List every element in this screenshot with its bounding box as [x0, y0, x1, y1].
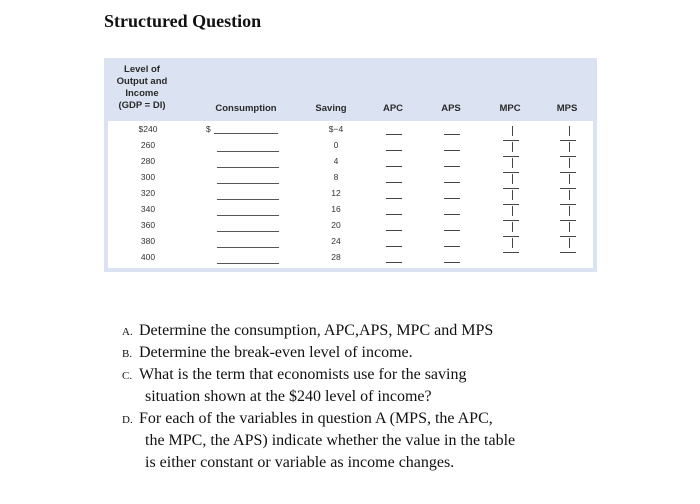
- income-cell: 320: [140, 188, 156, 198]
- aps-blank: [444, 262, 460, 263]
- income-cell: 400: [140, 252, 156, 262]
- mpc-tick: [512, 238, 513, 248]
- mps-blank: [560, 172, 576, 173]
- mpc-tick: [512, 158, 513, 168]
- mps-blank: [560, 188, 576, 189]
- mps-blank: [560, 140, 576, 141]
- consumption-blank: [217, 215, 279, 216]
- apc-blank: [386, 262, 402, 263]
- question-text: the MPC, the APS) indicate whether the value in the table: [145, 432, 516, 449]
- mps-tick: [569, 142, 570, 152]
- apc-blank: [386, 246, 402, 247]
- consumption-blank: [217, 151, 279, 152]
- saving-cell: $−4: [328, 124, 344, 134]
- saving-cell: 12: [331, 188, 341, 198]
- header-line: (GDP = DI): [118, 100, 166, 111]
- question-letter: B.: [122, 348, 133, 360]
- income-cell: 360: [140, 220, 156, 230]
- mpc-blank: [503, 140, 519, 141]
- apc-blank: [386, 134, 402, 135]
- header-level-of-output: [110, 64, 174, 112]
- aps-blank: [444, 230, 460, 231]
- income-cell: 380: [140, 236, 156, 246]
- saving-cell: 28: [331, 252, 341, 262]
- consumption-blank: [217, 231, 279, 232]
- question-a: [122, 320, 602, 342]
- apc-blank: [386, 166, 402, 167]
- apc-blank: [386, 198, 402, 199]
- mps-tick: [569, 190, 570, 200]
- header-line: Income: [125, 88, 159, 99]
- consumption-blank: [217, 167, 279, 168]
- aps-blank: [444, 166, 460, 167]
- mpc-tick: [512, 206, 513, 216]
- mps-blank: [560, 156, 576, 157]
- header-line: Level of: [124, 64, 160, 75]
- header-mps: MPS: [556, 103, 578, 114]
- mpc-blank: [503, 236, 519, 237]
- question-text: For each of the variables in question A (MPS, the APC,: [139, 410, 493, 427]
- saving-cell: 0: [333, 140, 339, 150]
- aps-blank: [444, 134, 460, 135]
- question-text: What is the term that economists use for the saving: [139, 366, 467, 383]
- apc-blank: [386, 230, 402, 231]
- question-b: [122, 342, 602, 364]
- consumption-blank: [217, 183, 279, 184]
- consumption-prefix: $: [206, 124, 211, 134]
- mps-blank: [560, 236, 576, 237]
- consumption-blank: [217, 199, 279, 200]
- mpc-blank: [503, 220, 519, 221]
- header-aps: APS: [441, 103, 461, 114]
- income-cell: $240: [138, 124, 158, 134]
- question-list: [122, 320, 602, 474]
- mpc-blank: [503, 156, 519, 157]
- saving-cell: 20: [331, 220, 341, 230]
- mpc-blank: [503, 172, 519, 173]
- mps-blank: [560, 204, 576, 205]
- mpc-tick: [512, 126, 513, 136]
- mpc-blank: [503, 188, 519, 189]
- income-cell: 340: [140, 204, 156, 214]
- mps-blank: [560, 252, 576, 253]
- mpc-tick: [512, 142, 513, 152]
- question-d: [122, 408, 602, 474]
- question-letter: A.: [122, 326, 133, 338]
- mpc-blank: [503, 252, 519, 253]
- saving-cell: 8: [333, 172, 339, 182]
- income-cell: 280: [140, 156, 156, 166]
- consumption-blank: [217, 247, 279, 248]
- mps-tick: [569, 238, 570, 248]
- aps-blank: [444, 150, 460, 151]
- mpc-tick: [512, 174, 513, 184]
- mps-tick: [569, 126, 570, 136]
- mpc-tick: [512, 222, 513, 232]
- mps-blank: [560, 220, 576, 221]
- header-consumption: Consumption: [215, 103, 277, 114]
- apc-blank: [386, 150, 402, 151]
- mpc-tick: [512, 190, 513, 200]
- question-c: [122, 364, 602, 408]
- header-saving: Saving: [315, 103, 347, 114]
- saving-cell: 24: [331, 236, 341, 246]
- question-text: Determine the consumption, APC,APS, MPC and MPS: [139, 322, 494, 339]
- saving-cell: 16: [331, 204, 341, 214]
- question-letter: D.: [122, 414, 133, 426]
- question-letter: C.: [122, 370, 133, 382]
- aps-blank: [444, 214, 460, 215]
- header-apc: APC: [382, 103, 404, 114]
- mps-tick: [569, 158, 570, 168]
- mps-tick: [569, 206, 570, 216]
- consumption-blank: [217, 263, 279, 264]
- saving-cell: 4: [333, 156, 339, 166]
- apc-blank: [386, 214, 402, 215]
- page-title: Structured Question: [104, 11, 262, 31]
- question-text: situation shown at the $240 level of income?: [145, 388, 432, 405]
- aps-blank: [444, 246, 460, 247]
- mpc-blank: [503, 204, 519, 205]
- apc-blank: [386, 182, 402, 183]
- income-cell: 300: [140, 172, 156, 182]
- mps-tick: [569, 222, 570, 232]
- aps-blank: [444, 182, 460, 183]
- consumption-blank: [214, 133, 278, 134]
- aps-blank: [444, 198, 460, 199]
- header-mpc: MPC: [499, 103, 521, 114]
- mps-tick: [569, 174, 570, 184]
- income-cell: 260: [140, 140, 156, 150]
- header-line: Output and: [116, 76, 168, 87]
- question-text: is either constant or variable as income changes.: [145, 454, 455, 471]
- question-text: Determine the break-even level of income.: [139, 344, 413, 361]
